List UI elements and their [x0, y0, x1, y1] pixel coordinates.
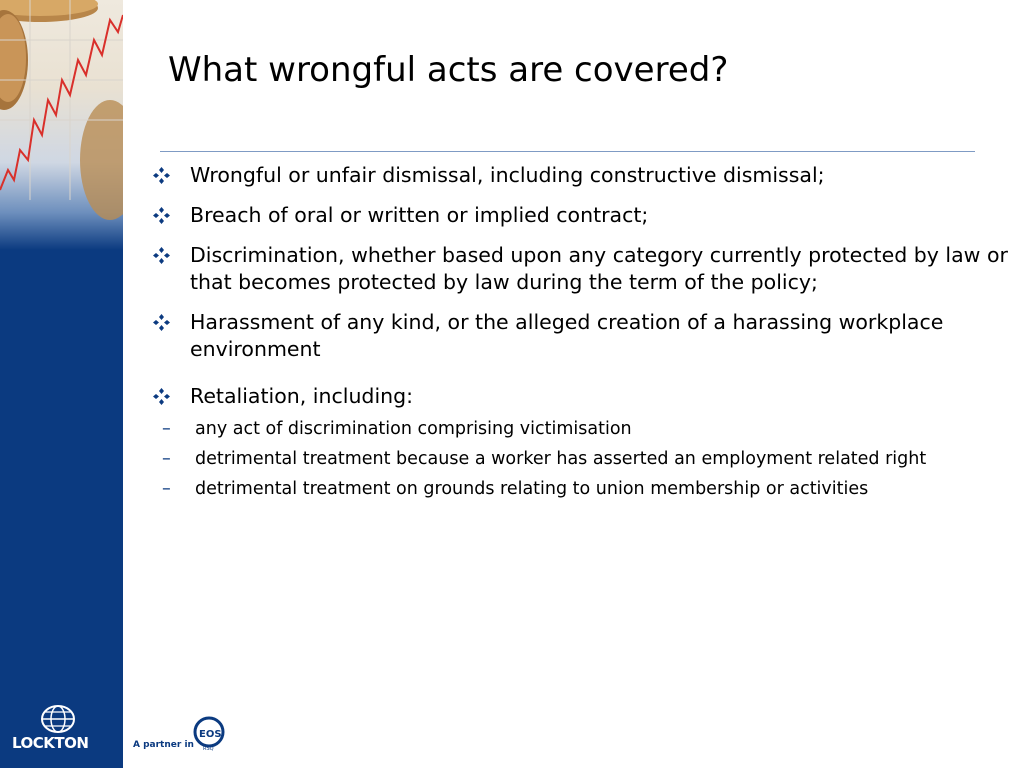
four-diamond-bullet-icon	[153, 167, 170, 184]
dash-bullet-icon: –	[162, 449, 171, 469]
list-item-text: Retaliation, including:	[190, 384, 414, 408]
lockton-logo	[12, 704, 112, 754]
four-diamond-bullet-icon	[153, 314, 170, 331]
sub-list	[162, 417, 1016, 501]
list-item	[150, 162, 1016, 189]
eos-logo-icon	[191, 716, 231, 752]
sub-list-item-text: detrimental treatment on grounds relating to union membership or activities	[195, 479, 869, 499]
list-item	[150, 202, 1016, 229]
title-divider	[160, 151, 975, 152]
eos-sub-text: RSQ	[203, 746, 214, 752]
logo-text: LOCKTON	[12, 734, 89, 752]
sidebar-coins-chart-photo	[0, 0, 123, 250]
list-item-text: Discrimination, whether based upon any category currently protected by law or that becomes protected by law during the term of the policy;	[190, 243, 1008, 294]
dash-bullet-icon: –	[162, 419, 171, 439]
sub-list-item	[150, 477, 1016, 501]
list-item-text: Breach of oral or written or implied contract;	[190, 203, 649, 227]
globe-logo-icon	[40, 704, 76, 734]
four-diamond-bullet-icon	[153, 388, 170, 405]
list-item	[150, 242, 1016, 296]
page-title: What wrongful acts are covered?	[168, 50, 729, 90]
eos-text: EOS	[199, 729, 222, 740]
list-item-text: Harassment of any kind, or the alleged creation of a harassing workplace environment	[190, 310, 944, 361]
partner-text: A partner in	[133, 740, 194, 750]
four-diamond-bullet-icon	[153, 207, 170, 224]
four-diamond-bullet-icon	[153, 247, 170, 264]
list-item-text: Wrongful or unfair dismissal, including constructive dismissal;	[190, 163, 825, 187]
list-item	[150, 309, 1016, 363]
list-item	[150, 383, 1016, 501]
bullet-list	[150, 162, 1016, 514]
dash-bullet-icon: –	[162, 479, 171, 499]
sub-list-item	[150, 417, 1016, 441]
partner-badge	[133, 716, 243, 756]
sidebar	[0, 0, 123, 768]
sub-list-item	[150, 447, 1016, 471]
sub-list-item-text: any act of discrimination comprising victimisation	[195, 419, 632, 439]
sub-list-item-text: detrimental treatment because a worker has asserted an employment related right	[195, 449, 927, 469]
